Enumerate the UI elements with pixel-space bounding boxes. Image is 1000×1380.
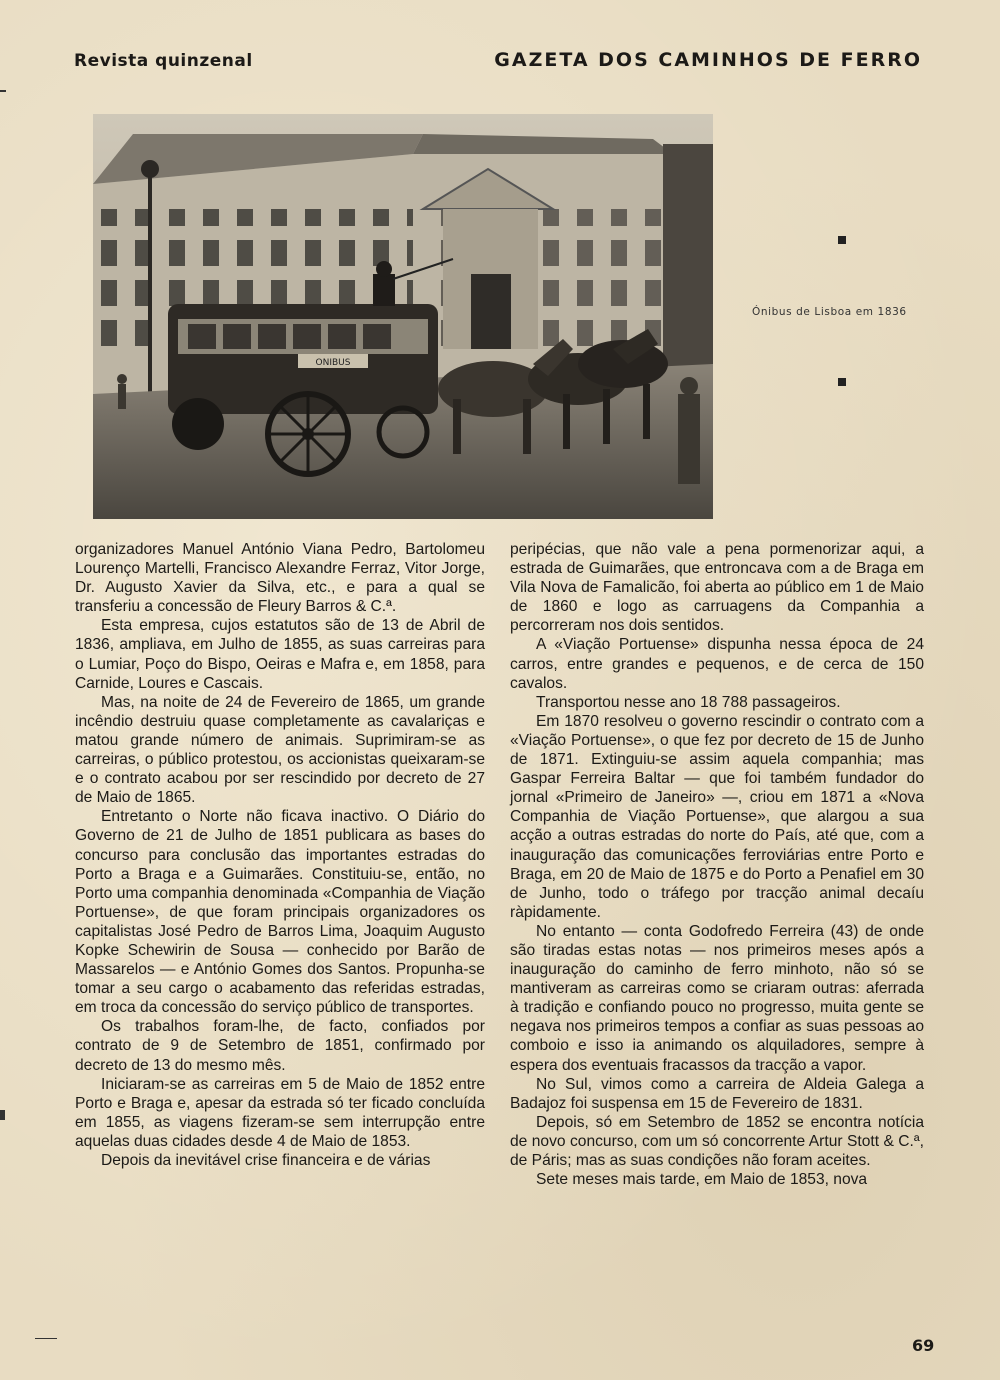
journal-title: GAZETA DOS CAMINHOS DE FERRO — [494, 49, 922, 71]
margin-mark — [0, 1110, 5, 1120]
paragraph: Depois, só em Setembro de 1852 se encontra notícia de novo concurso, com um só concorrente Artur Stott & C.ª, de Páris; mas as suas condições não foram aceites. — [510, 1113, 924, 1169]
journal-frequency-label: Revista quinzenal — [74, 51, 253, 71]
right-text-column — [510, 540, 924, 1189]
caption-bullet-bottom — [838, 378, 846, 386]
paragraph: peripécias, que não vale a pena pormenorizar aqui, a estrada de Guimarães, que entroncava com a de Braga em Vila Nova de Famalicão, foi aberta ao público em 1 de Maio de 1860 e logo as carruagens da Companhia a percorreram nos dois sentidos. — [510, 541, 924, 635]
omnibus-sign-text: ONIBUS — [315, 358, 351, 368]
paragraph: organizadores Manuel António Viana Pedro, Bartolomeu Lourenço Martelli, Francisco Alexandre Ferraz, Vitor Jorge, Dr. Augusto Xavier da Silva, etc., e para a qual se transferiu a concessão de Fleury Barros & C.ª. — [75, 541, 485, 616]
paragraph: Esta empresa, cujos estatutos são de 13 de Abril de 1836, ampliava, em Julho de 1855, as suas carreiras para o Lumiar, Poço do Bispo, Oeiras e Mafra e, em 1858, para Carnide, Loures e Cascais. — [75, 617, 485, 692]
margin-mark — [35, 1338, 57, 1339]
paragraph: A «Viação Portuense» dispunha nessa época de 24 carros, entre grandes e pequenos, e de cerca de 150 cavalos. — [510, 636, 924, 692]
paragraph: Mas, na noite de 24 de Fevereiro de 1865, um grande incêndio destruiu quase completamente as cavalariças e matou grande número de animais. Suprimiram-se as carreiras, o público protestou, os accionistas queixaram-se e o contrato acabou por ser rescindido por decreto de 27 de Maio de 1865. — [75, 693, 485, 807]
page-number: 69 — [912, 1336, 935, 1355]
paragraph: Os trabalhos foram-lhe, de facto, confiados por contrato de 9 de Setembro de 1851, confirmado por decreto de 13 do mesmo mês. — [75, 1018, 485, 1074]
paragraph: Transportou nesse ano 18 788 passageiros. — [536, 693, 841, 711]
paragraph: Depois da inevitável crise financeira e de várias — [101, 1152, 431, 1169]
omnibus-illustration — [93, 114, 713, 519]
caption-bullet-top — [838, 236, 846, 244]
paragraph: Iniciaram-se as carreiras em 5 de Maio de 1852 entre Porto e Braga e, apesar da estrada só ter ficado concluída em 1855, as viagens fizeram-se sem interrupção entre aquelas duas cidades desde 4 de Maio de 1853. — [75, 1075, 485, 1150]
paragraph: No entanto — conta Godofredo Ferreira (43) de onde são tiradas estas notas — nos primeiros meses após a inauguração do caminho de ferro minhoto, não só se mantiveram as carreiras como se criaram outras: aferrada à tradição e confiando pouco no progresso, muita gente se negava nos primeiros tempos a confiar as suas pessoas ao comboio e isso ia animando os alquiladores, sempre à espera dos eventuais fracassos da tracção a vapor. — [510, 922, 924, 1074]
paragraph: No Sul, vimos como a carreira de Aldeia Galega a Badajoz foi suspensa em 15 de Fevereiro de 1831. — [510, 1075, 924, 1112]
left-text-column — [75, 540, 485, 1170]
figure-caption: Ónibus de Lisboa em 1836 — [752, 306, 907, 318]
paragraph: Em 1870 resolveu o governo rescindir o contrato com a «Viação Portuense», o que fez por decreto de 15 de Junho de 1871. Extinguiu-se assim aquela companhia; mas Gaspar Ferreira Baltar — que foi também fundador do jornal «Primeiro de Janeiro» —, criou em 1871 a «Nova Companhia de Viação Portuense», que alargou a sua acção a outras estradas do norte do País, até que, com a inauguração das comunicações ferroviárias entre Porto e Braga, em 20 de Maio de 1875 e do Porto a Penafiel em 30 de Junho, todo o tráfego por tracção animal decaíu ràpidamente. — [510, 712, 924, 921]
margin-mark — [0, 90, 6, 92]
paragraph: Sete meses mais tarde, em Maio de 1853, nova — [536, 1171, 868, 1189]
paragraph: Entretanto o Norte não ficava inactivo. O Diário do Governo de 21 de Julho de 1851 publicara as bases do concurso para conclusão das importantes estradas do Porto a Braga e a Guimarães. Constituiu-se, então, no Porto uma companhia denominada «Companhia de Viação Portuense», de que foram principais organizadores os capitalistas José Pedro de Barros Lima, Joaquim Augusto Kopke Schewirin de Sousa — conhecido por Barão de Massarelos — e António Gomes dos Santos. Propunha-se tomar a seu cargo o acabamento das referidas estradas, em troca da concessão do serviço público de transportes. — [75, 808, 485, 1017]
